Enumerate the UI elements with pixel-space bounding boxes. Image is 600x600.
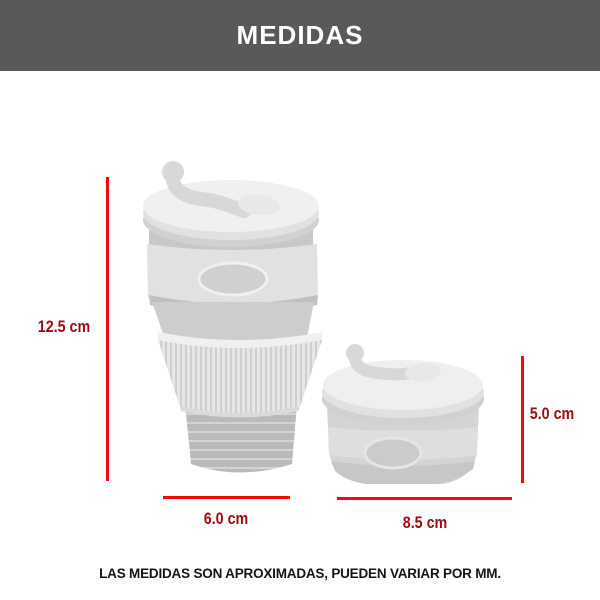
page-title: MEDIDAS [236, 20, 364, 50]
collapsed-height-label: 5.0 cm [529, 404, 575, 423]
expanded-width-measure-line [163, 496, 290, 499]
expanded-cup-image [125, 152, 325, 482]
collapsed-width-label: 8.5 cm [402, 513, 448, 532]
header-bar [0, 0, 600, 71]
collapsed-lid-top [323, 360, 483, 410]
collapsed-oval-button [365, 438, 421, 468]
cup-ribbed-sleeve [158, 340, 322, 417]
collapsed-width-measure-line [337, 497, 512, 500]
collapsed-cup-image [313, 335, 488, 495]
disclaimer-text: LAS MEDIDAS SON APROXIMADAS, PUEDEN VARIAR POR MM. [99, 566, 501, 581]
expanded-width-label: 6.0 cm [203, 509, 249, 528]
cup-oval-button [199, 263, 267, 295]
expanded-height-measure-line [106, 177, 109, 481]
expanded-height-label: 12.5 cm [37, 317, 91, 336]
